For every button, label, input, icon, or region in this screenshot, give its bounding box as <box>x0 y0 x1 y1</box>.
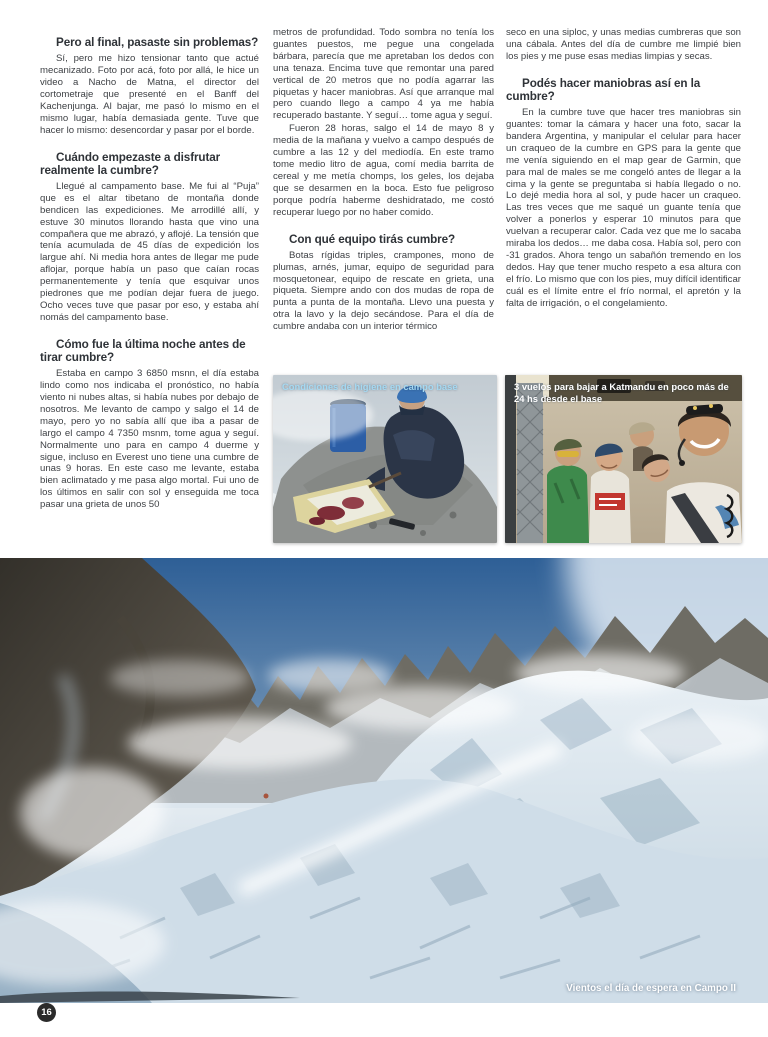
section-heading: Con qué equipo tirás cumbre? <box>289 232 456 246</box>
helicopter-selfie-photo <box>505 375 742 543</box>
text-column-3 <box>506 27 741 311</box>
camp-hygiene-photo-illustration <box>273 375 497 543</box>
body-paragraph: metros de profundidad. Todo sombra no tenía los guantes puestos, me pegue una congelada bárbara, parecía que me apretaban los dedos con una tenaza. Encima tuve que remontar una pared vertical de 20 metros que no podía agarrar las piquetas y hacer maniobras. Así que arranque mal pero cuando llego a campo 4 ya me había recuperado bastante. Y seguí… tome agua y seguí. <box>273 27 494 122</box>
text-column-2 <box>273 27 494 334</box>
photo-caption: Condiciones de higiene en campo base <box>282 381 458 392</box>
body-paragraph: Sí, pero me hizo tensionar tanto que actué mecanizado. Foto por acá, foto por allá, le hice un video a Nacho de Matna, el director del cortometraje que presenté en el Banff del Kachenjunga. Al bajar, me pasó lo mismo en el mismo lugar, había demasiada gente. Tuve que hacer lo mismo: desencordar y pasar por el borde. <box>40 53 259 136</box>
section-heading: Cómo fue la última noche antes de tirar cumbre? <box>40 337 246 365</box>
photo-caption: 3 vuelos para bajar a Katmandu en poco más de 24 hs desde el base <box>514 381 729 404</box>
body-paragraph: En la cumbre tuve que hacer tres maniobras sin guantes: tomar la cámara y hacer una foto, sacar la bandera Argentina, y manipular el celular para hacer un craqueo de la cumbre en GPS para la gente que me venía siguiendo en el map gear de Garmin, que para mal de males se me congeló antes de llegar a la cima y la gente se preguntaba si había llegado o no. Lo dejé media hora al sol, y pude hacer un craqueo. Las tres veces que me saqué un guante tenía que volver a ponerlos y esperar 10 minutos para que vuelvan a recuperar calor. Cada vez que me lo sacaba miraba los dedos… me daba cosa. Había sol, pero con -31 grados. Ahora tengo un sabañón tremendo en los dedos. Hay que tener mucho respeto a esa altura con el frío. Lo mismo que con los pies, muy difícil identificar cuál es el límite entre el frío normal, el apretón y la falta de irrigación, o el congelamiento. <box>506 107 741 309</box>
section-heading: Podés hacer maniobras así en la cumbre? <box>506 76 701 103</box>
camp-hygiene-photo <box>273 375 497 543</box>
body-paragraph: Fueron 28 horas, salgo el 14 de mayo 8 y media de la mañana y vuelvo a campo después de cumbre a las 12 y del mediodía. En este tramo tome medio litro de agua, comí media barrita de cereal y me metía chomps, los geles, los dejaba que se desarmen en la boca. Esto fue peligroso porque podría haberme deshidratado, me costó recuperar luego por no haber comido. <box>273 123 494 218</box>
section-heading: Cuándo empezaste a disfrutar realmente la cumbre? <box>40 150 221 177</box>
photo-caption: Vientos el día de espera en Campo II <box>566 983 736 994</box>
body-paragraph: Botas rígidas triples, crampones, mono de plumas, arnés, jumar, equipo de seguridad para mosquetonear, equipo de rescate en grieta, una piqueta. Siempre ando con dos mudas de ropa de punta a punta de la montaña. Llevo una puesta y otra la lavo y la dejo secándose. Para el día de cumbre andaba con un interior térmico <box>273 249 494 333</box>
body-paragraph: Llegué al campamento base. Me fui al “Puja” que es el altar tibetano de montaña donde bendicen las expediciones. Me arrodillé allí, y estuve 30 minutos llorando hasta que vino una compañera que me abrazó, y aflojé. La tensión que tenía acumulada de 45 días de expedición los largue ahí. Ni media hora antes de llegar me pude aflojar, porque había un paso que caían rocas permanentemente y tenía que esquivar unos piedrones que me podían dejar fuera de juego. Ocho veces tuve que pasar por eso, y estaba ahí nomás del campamento base. <box>40 180 259 323</box>
page-number-badge: 16 <box>37 1003 56 1022</box>
section-heading: Pero al final, pasaste sin problemas? <box>56 36 259 49</box>
mountain-hero-photo <box>0 558 768 1003</box>
text-column-1 <box>40 36 259 512</box>
body-paragraph: Estaba en campo 3 6850 msnn, el día estaba lindo como nos indicaba el pronóstico, no había viento ni nubes altas, si había nubes por debajo de nosotros. Me levanto de campo y salgo el 14 de mayo, pero yo no sabía allí que iba a pasar de largo el campo 4 7350 msnm, tome agua y seguí. Normalmente uno para en campo 4 duerme y sigue, incluso en Everest uno tiene una cumbre de unas 9 horas. En este caso me levante, estaba bien aclimatado y me pasa algo mortal. Fui uno de los últimos en salir con sol y enseguida me toca pasar una grieta de unos 50 <box>40 368 259 511</box>
body-paragraph: seco en una siploc, y unas medias cumbreras que son una cábala. Antes del día de cumbre me limpié bien los pies y me puse esas medias limpias y secas. <box>506 27 741 62</box>
mountain-hero-illustration <box>0 558 768 1003</box>
